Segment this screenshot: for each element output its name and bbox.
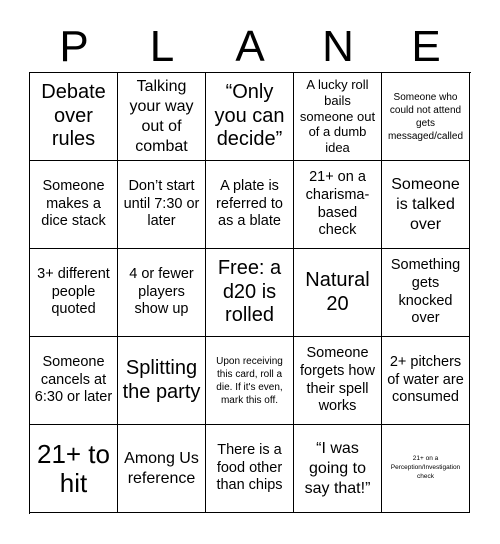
bingo-cell[interactable] [118, 73, 206, 161]
bingo-cell[interactable] [206, 425, 294, 513]
bingo-cell[interactable] [294, 425, 382, 513]
header-letter-a: A [235, 22, 265, 71]
cell-text: Free: a d20 is rolled [217, 257, 282, 327]
header-letter-e: E [411, 22, 441, 71]
cell-text: Someone cancels at 6:30 or later [34, 353, 113, 406]
bingo-cell[interactable] [118, 337, 206, 425]
cell-text: 2+ pitchers of water are consumed [387, 353, 464, 406]
cell-text: Talking your way out of combat [129, 77, 194, 155]
cell-text: Natural 20 [305, 268, 370, 315]
bingo-cell[interactable] [382, 249, 470, 337]
bingo-cell[interactable] [30, 73, 118, 161]
cell-text: Don’t start until 7:30 or later [123, 177, 200, 230]
bingo-cell[interactable] [30, 249, 118, 337]
cell-text: Something gets knocked over [390, 256, 461, 327]
bingo-cell[interactable] [30, 161, 118, 249]
cell-text: “Only you can decide” [214, 81, 285, 151]
cell-text: “I was going to say that!” [304, 439, 371, 497]
bingo-cell free-space[interactable] [206, 249, 294, 337]
bingo-cell[interactable] [118, 249, 206, 337]
cell-text: Upon receiving this card, roll a die. If it's even, mark this off. [216, 355, 283, 406]
cell-text: Among Us reference [124, 449, 199, 487]
cell-text: 4 or fewer players show up [129, 265, 194, 318]
cell-text: There is a food other than chips [216, 441, 283, 494]
cell-text: Someone is talked over [391, 175, 460, 233]
cell-text: A plate is referred to as a blate [216, 177, 283, 230]
cell-text: 21+ to hit [36, 439, 110, 498]
bingo-cell[interactable] [118, 425, 206, 513]
bingo-cell[interactable] [294, 73, 382, 161]
bingo-cell[interactable] [382, 161, 470, 249]
cell-text: Splitting the party [122, 356, 201, 403]
bingo-cell[interactable] [30, 337, 118, 425]
cell-text: Debate over rules [41, 81, 106, 151]
bingo-cell[interactable] [206, 73, 294, 161]
bingo-cell[interactable] [118, 161, 206, 249]
bingo-cell[interactable] [206, 161, 294, 249]
header-letter-l: L [149, 22, 175, 71]
cell-text: Someone forgets how their spell works [300, 344, 375, 415]
bingo-cell[interactable] [30, 425, 118, 513]
bingo-cell[interactable] [294, 249, 382, 337]
cell-text: A lucky roll bails someone out of a dumb idea [299, 76, 376, 156]
bingo-cell[interactable] [294, 337, 382, 425]
bingo-cell[interactable] [382, 425, 470, 513]
cell-text: Someone who could not attend gets messaged/called [387, 91, 464, 142]
cell-text: 21+ on a Perception/Investigation check [390, 455, 461, 480]
bingo-grid [29, 72, 471, 514]
bingo-header [30, 24, 470, 70]
bingo-cell[interactable] [206, 337, 294, 425]
header-letter-p: P [59, 22, 89, 71]
cell-text: 21+ on a charisma-based check [305, 168, 370, 239]
cell-text: Someone makes a dice stack [41, 177, 106, 230]
header-letter-n: N [322, 22, 354, 71]
bingo-cell[interactable] [382, 73, 470, 161]
bingo-cell[interactable] [382, 337, 470, 425]
bingo-cell[interactable] [294, 161, 382, 249]
cell-text: 3+ different people quoted [37, 265, 110, 318]
